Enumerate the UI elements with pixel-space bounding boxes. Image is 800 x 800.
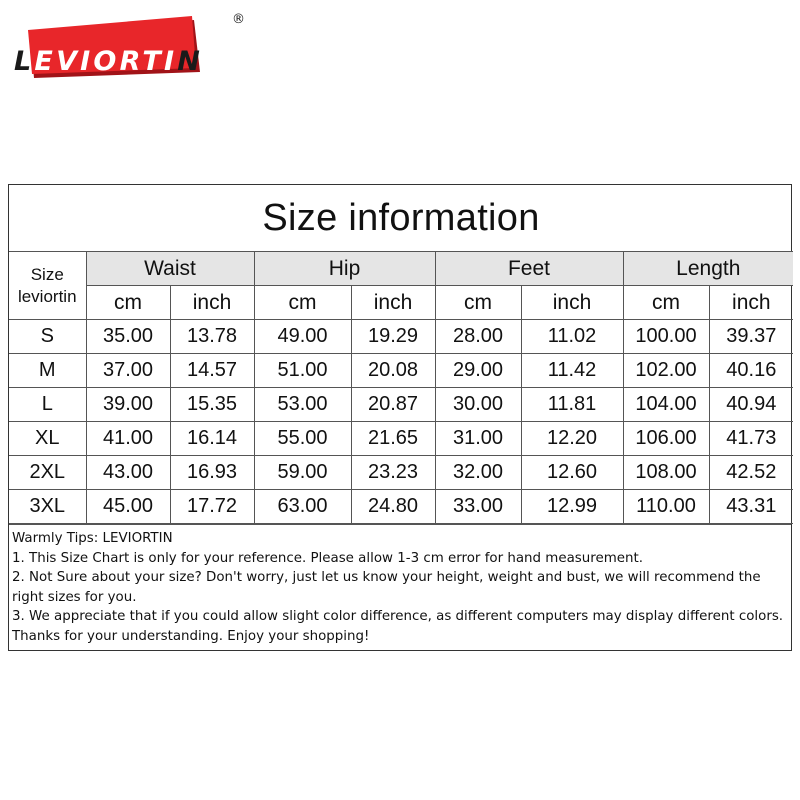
tips-line-1: 1. This Size Chart is only for your reference. Please allow 1-3 cm error for hand measurement. [12, 550, 643, 566]
measurement-cell: 19.29 [351, 320, 435, 354]
measurement-cell: 40.16 [709, 354, 793, 388]
group-header-feet: Feet [435, 252, 623, 286]
table-row [9, 388, 793, 422]
measurement-cell: 55.00 [254, 422, 351, 456]
size-label: L [9, 388, 86, 422]
size-rows [9, 320, 793, 524]
size-label: 3XL [9, 490, 86, 524]
measurement-cell: 32.00 [435, 456, 521, 490]
measurement-cell: 12.20 [521, 422, 623, 456]
measurement-cell: 37.00 [86, 354, 170, 388]
page-title: Size information [9, 185, 793, 252]
size-label: XL [9, 422, 86, 456]
measurement-cell: 41.00 [86, 422, 170, 456]
brand-logo [8, 12, 248, 84]
measurement-cell: 35.00 [86, 320, 170, 354]
size-label: S [9, 320, 86, 354]
size-column-header [9, 252, 86, 320]
measurement-cell: 14.57 [170, 354, 254, 388]
measurement-cell: 31.00 [435, 422, 521, 456]
measurement-cell: 100.00 [623, 320, 709, 354]
measurement-cell: 63.00 [254, 490, 351, 524]
unit-header: cm [623, 286, 709, 320]
unit-header: inch [351, 286, 435, 320]
size-label: M [9, 354, 86, 388]
measurement-cell: 12.99 [521, 490, 623, 524]
measurement-cell: 110.00 [623, 490, 709, 524]
measurement-cell: 16.93 [170, 456, 254, 490]
measurement-cell: 30.00 [435, 388, 521, 422]
measurement-cell: 23.23 [351, 456, 435, 490]
measurement-cell: 24.80 [351, 490, 435, 524]
measurement-cell: 104.00 [623, 388, 709, 422]
measurement-cell: 106.00 [623, 422, 709, 456]
measurement-cell: 41.73 [709, 422, 793, 456]
measurement-cell: 16.14 [170, 422, 254, 456]
measurement-cell: 108.00 [623, 456, 709, 490]
unit-header: inch [521, 286, 623, 320]
measurement-cell: 102.00 [623, 354, 709, 388]
size-label: 2XL [9, 456, 86, 490]
group-header-waist: Waist [86, 252, 254, 286]
measurement-cell: 43.00 [86, 456, 170, 490]
unit-header: cm [254, 286, 351, 320]
group-header-hip: Hip [254, 252, 435, 286]
measurement-cell: 45.00 [86, 490, 170, 524]
tips-line-3: 3. We appreciate that if you could allow slight color difference, as different computers may display different colors. [12, 609, 784, 624]
unit-header: cm [435, 286, 521, 320]
tips-section [9, 524, 791, 650]
measurement-cell: 39.37 [709, 320, 793, 354]
measurement-cell: 21.65 [351, 422, 435, 456]
size-chart [8, 184, 792, 651]
measurement-cell: 53.00 [254, 388, 351, 422]
measurement-cell: 13.78 [170, 320, 254, 354]
measurement-cell: 28.00 [435, 320, 521, 354]
measurement-cell: 20.08 [351, 354, 435, 388]
tips-line-2: 2. Not Sure about your size? Don't worry, just let us know your height, weight and bust, we will recommend the right sizes for you. [12, 570, 761, 605]
table-row [9, 456, 793, 490]
tips-heading: Warmly Tips: LEVIORTIN [12, 531, 173, 546]
size-table [9, 185, 793, 524]
registered-mark: ® [232, 12, 245, 27]
logo-wordmark: LEVIORTIN [14, 46, 204, 77]
unit-header: inch [170, 286, 254, 320]
table-row [9, 422, 793, 456]
measurement-cell: 20.87 [351, 388, 435, 422]
measurement-cell: 40.94 [709, 388, 793, 422]
measurement-cell: 33.00 [435, 490, 521, 524]
measurement-cell: 42.52 [709, 456, 793, 490]
measurement-cell: 11.81 [521, 388, 623, 422]
measurement-cell: 29.00 [435, 354, 521, 388]
tips-thanks: Thanks for your understanding. Enjoy your shopping! [12, 628, 370, 644]
measurement-cell: 15.35 [170, 388, 254, 422]
size-header-line: Size [30, 264, 64, 284]
measurement-cell: 51.00 [254, 354, 351, 388]
measurement-cell: 12.60 [521, 456, 623, 490]
unit-header: inch [709, 286, 793, 320]
unit-header: cm [86, 286, 170, 320]
group-header-length: Length [623, 252, 793, 286]
table-row [9, 490, 793, 524]
measurement-cell: 17.72 [170, 490, 254, 524]
measurement-cell: 43.31 [709, 490, 793, 524]
measurement-cell: 11.02 [521, 320, 623, 354]
measurement-cell: 59.00 [254, 456, 351, 490]
measurement-cell: 39.00 [86, 388, 170, 422]
size-header-brand: leviortin [17, 286, 77, 306]
table-row [9, 320, 793, 354]
measurement-cell: 49.00 [254, 320, 351, 354]
table-row [9, 354, 793, 388]
measurement-cell: 11.42 [521, 354, 623, 388]
